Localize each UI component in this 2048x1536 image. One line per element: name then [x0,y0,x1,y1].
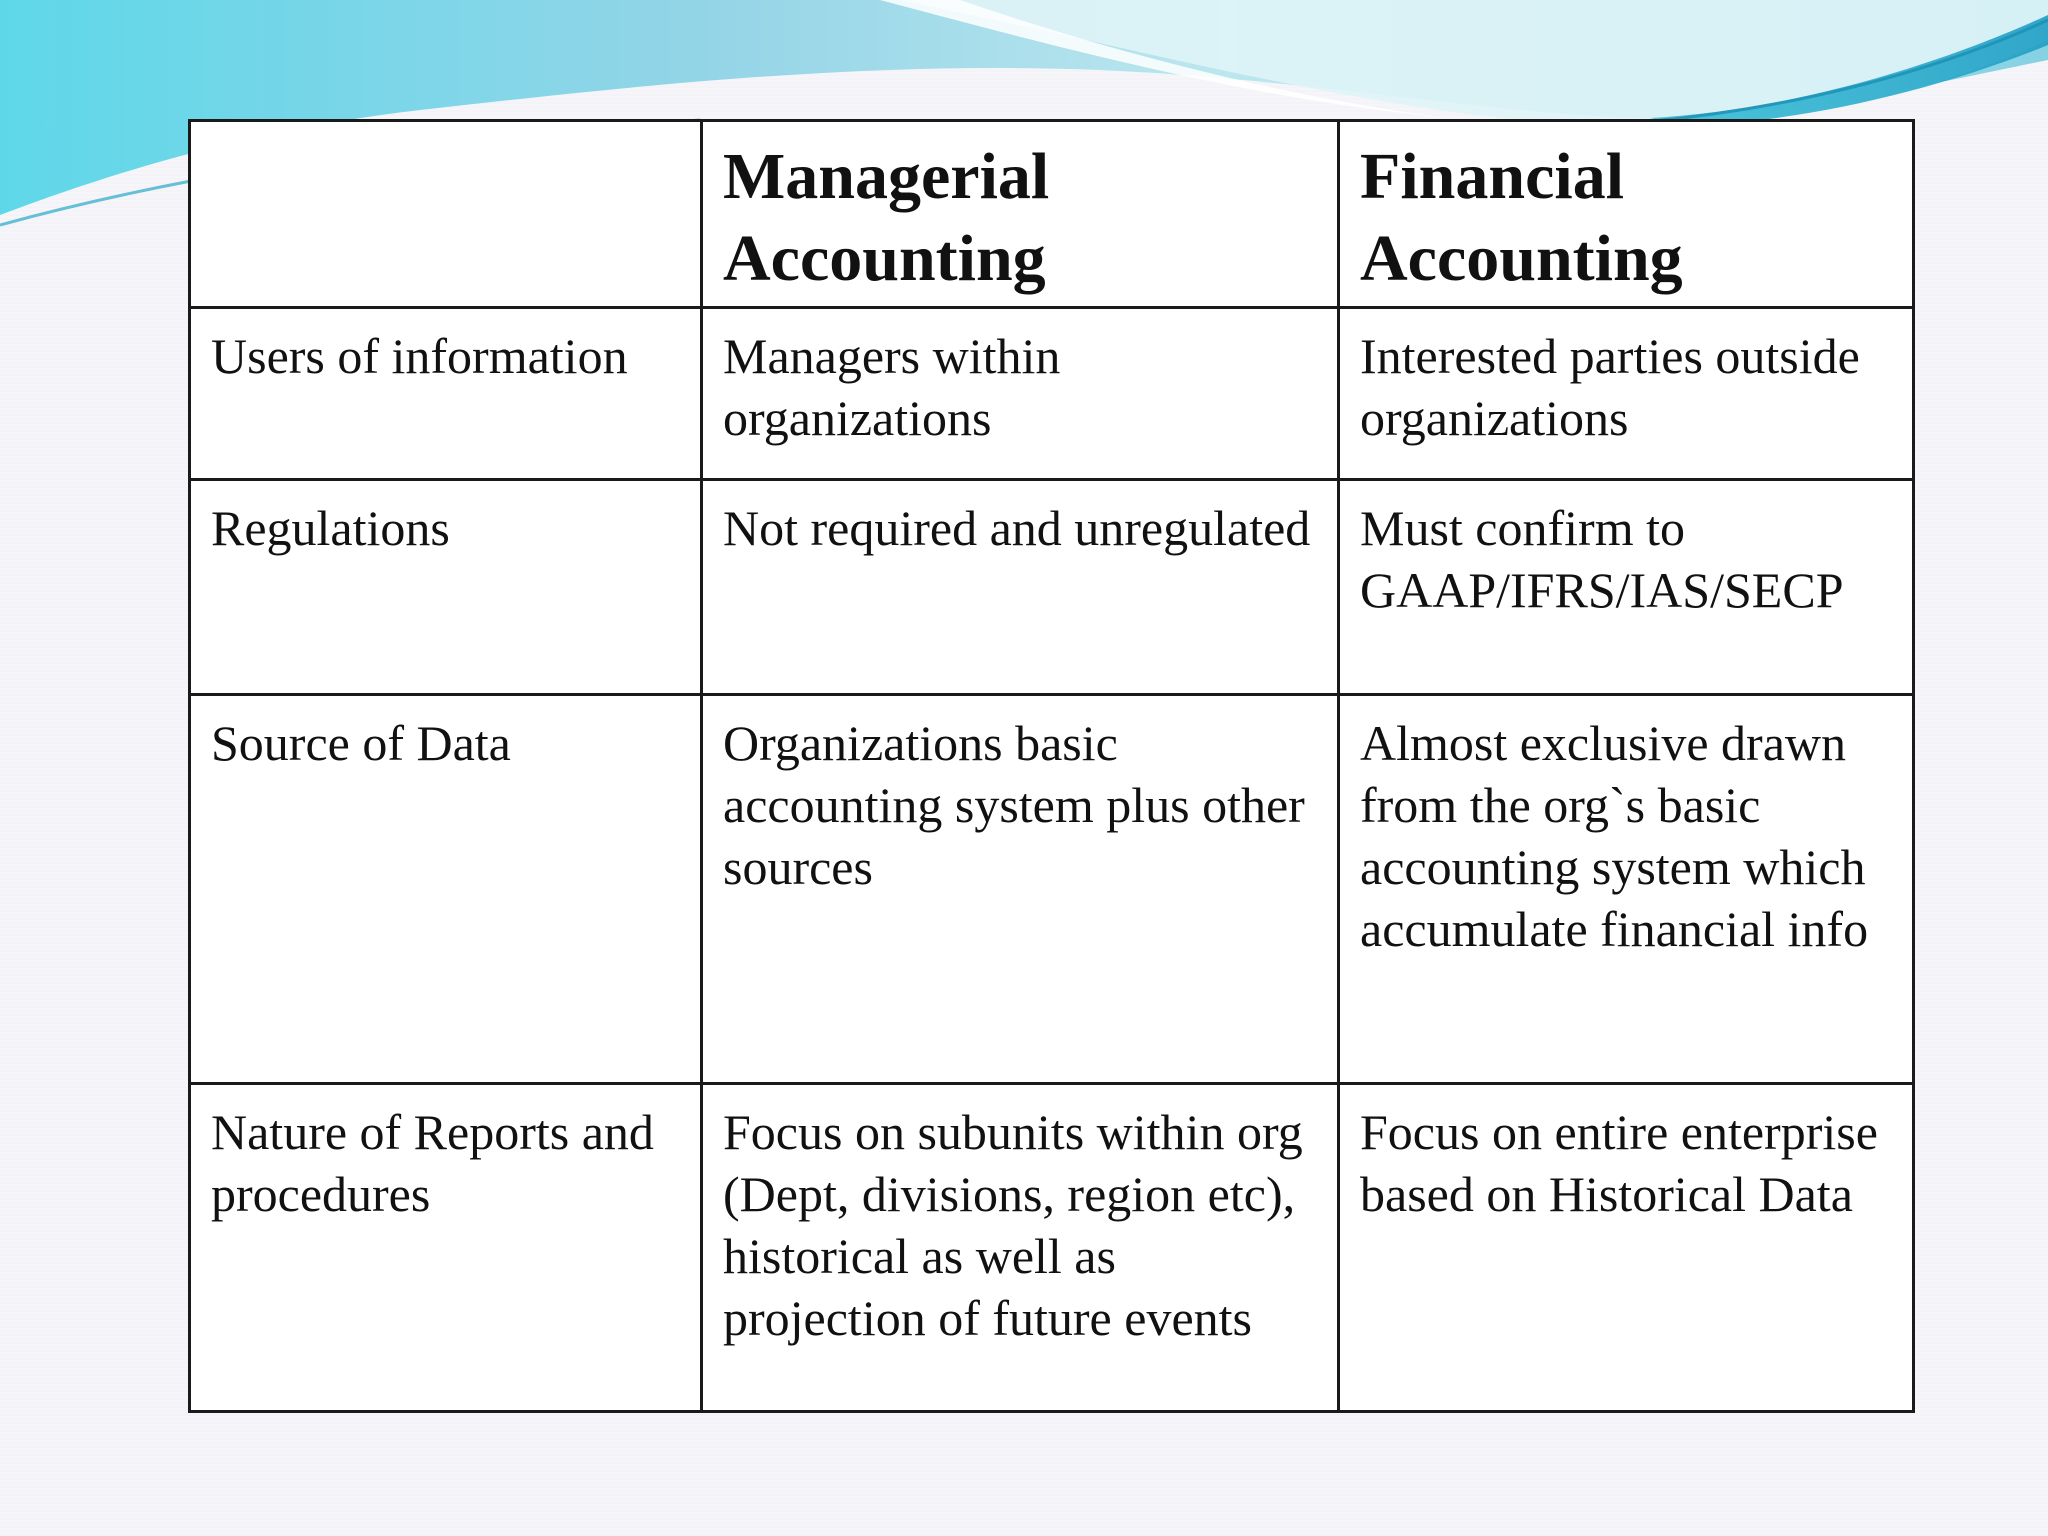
table-row [190,695,1914,1084]
table-row [190,1084,1914,1412]
cell-financial-users: Interested parties outside organizations [1339,308,1914,480]
cell-managerial-users: Managers within organizations [702,308,1339,480]
header-managerial-accounting: Managerial Accounting [702,121,1339,308]
header-cell-empty [190,121,702,308]
accounting-comparison-table [188,119,1915,1413]
cell-managerial-source: Organizations basic accounting system plus other sources [702,695,1339,1084]
cell-managerial-regulations: Not required and unregulated [702,480,1339,695]
row-label-regulations: Regulations [190,480,702,695]
cell-managerial-nature: Focus on subunits within org (Dept, divisions, region etc), historical as well as projection of future events [702,1084,1339,1412]
row-label-users: Users of information [190,308,702,480]
row-label-source-of-data: Source of Data [190,695,702,1084]
cell-financial-nature: Focus on entire enterprise based on Historical Data [1339,1084,1914,1412]
table-row [190,308,1914,480]
cell-financial-source: Almost exclusive drawn from the org`s basic accounting system which accumulate financial info [1339,695,1914,1084]
row-label-nature-of-reports: Nature of Reports and procedures [190,1084,702,1412]
table-row [190,480,1914,695]
table-header-row [190,121,1914,308]
cell-financial-regulations: Must confirm to GAAP/IFRS/IAS/SECP [1339,480,1914,695]
header-financial-accounting: Financial Accounting [1339,121,1914,308]
comparison-table-container [188,119,1912,1413]
